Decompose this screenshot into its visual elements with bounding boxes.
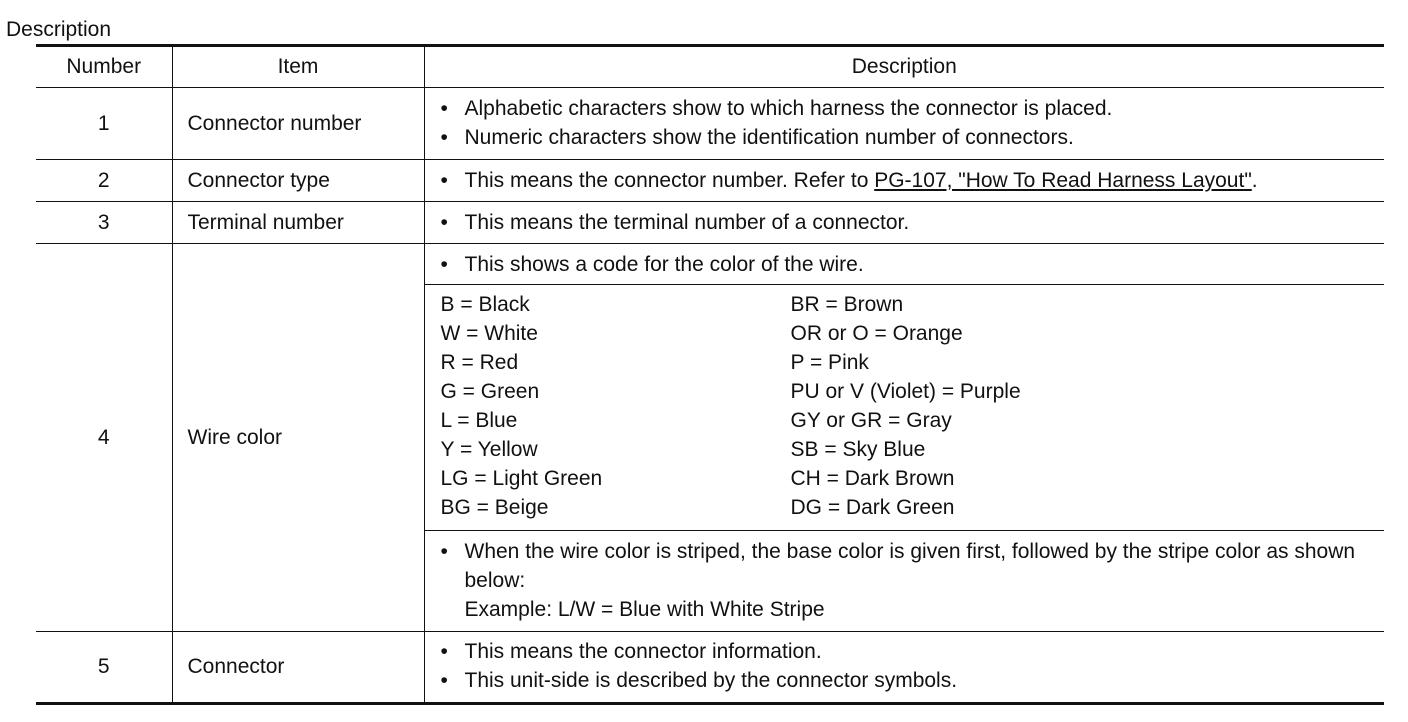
bullet-text: This means the connector number. Refer to bbox=[464, 169, 875, 192]
row-item: Terminal number bbox=[172, 202, 424, 244]
header-item: Item bbox=[172, 46, 424, 88]
table-row bbox=[36, 88, 1384, 160]
table-row bbox=[36, 244, 1384, 285]
description-table bbox=[36, 44, 1384, 705]
color-code: LG = Light Green bbox=[440, 466, 603, 490]
color-code: Y = Yellow bbox=[440, 437, 538, 461]
section-heading: Description bbox=[6, 18, 112, 41]
description-bullet: • Numeric characters show the identification number of connectors. bbox=[441, 123, 1375, 152]
color-code: CH = Dark Brown bbox=[790, 466, 955, 490]
color-code: BR = Brown bbox=[790, 292, 904, 316]
row-number: 2 bbox=[36, 160, 172, 202]
color-code: W = White bbox=[440, 321, 538, 345]
stripe-note: When the wire color is striped, the base color is given first, followed by the stripe color as shown below: bbox=[464, 539, 1356, 592]
color-code: L = Blue bbox=[440, 408, 518, 432]
stripe-example: Example: L/W = Blue with White Stripe bbox=[464, 597, 825, 621]
row-number: 4 bbox=[36, 244, 172, 632]
color-code: DG = Dark Green bbox=[790, 495, 955, 519]
color-code: SB = Sky Blue bbox=[790, 437, 926, 461]
wire-color-codes bbox=[424, 285, 1384, 531]
harness-layout-link[interactable]: PG-107, "How To Read Harness Layout" bbox=[874, 169, 1252, 192]
table-row bbox=[36, 632, 1384, 704]
description-bullet: • Alphabetic characters show to which harness the connector is placed. bbox=[441, 94, 1375, 123]
header-description: Description bbox=[424, 46, 1384, 88]
wire-color-stripe bbox=[424, 531, 1384, 632]
row-description bbox=[424, 160, 1384, 202]
description-bullet: • This unit-side is described by the connector symbols. bbox=[441, 666, 1375, 695]
row-number: 3 bbox=[36, 202, 172, 244]
color-code: G = Green bbox=[440, 379, 540, 403]
table-row bbox=[36, 160, 1384, 202]
header-number: Number bbox=[36, 46, 172, 88]
wire-color-intro bbox=[424, 244, 1384, 285]
row-description bbox=[424, 88, 1384, 160]
table-row bbox=[36, 202, 1384, 244]
row-item: Connector number bbox=[172, 88, 424, 160]
header-row bbox=[36, 46, 1384, 88]
row-description bbox=[424, 202, 1384, 244]
description-bullet bbox=[441, 537, 1375, 624]
row-number: 1 bbox=[36, 88, 172, 160]
description-bullet bbox=[441, 166, 1375, 195]
row-item: Wire color bbox=[172, 244, 424, 632]
description-bullet: • This means the terminal number of a connector. bbox=[441, 208, 1375, 237]
color-code-grid bbox=[425, 286, 1385, 530]
color-code: OR or O = Orange bbox=[790, 321, 963, 345]
row-number: 5 bbox=[36, 632, 172, 704]
color-code: P = Pink bbox=[790, 350, 869, 374]
description-bullet: • This shows a code for the color of the wire. bbox=[441, 250, 1375, 279]
color-code: PU or V (Violet) = Purple bbox=[790, 379, 1021, 403]
color-code: GY or GR = Gray bbox=[790, 408, 952, 432]
description-bullet: • This means the connector information. bbox=[441, 637, 1375, 666]
bullet-text-end: . bbox=[1251, 169, 1258, 192]
color-code: B = Black bbox=[440, 292, 530, 316]
row-item: Connector type bbox=[172, 160, 424, 202]
color-code-right-column bbox=[791, 290, 1375, 522]
color-code: R = Red bbox=[440, 350, 519, 374]
row-item: Connector bbox=[172, 632, 424, 704]
color-code: BG = Beige bbox=[440, 495, 549, 519]
row-description bbox=[424, 632, 1384, 704]
color-code-left-column bbox=[441, 290, 791, 522]
